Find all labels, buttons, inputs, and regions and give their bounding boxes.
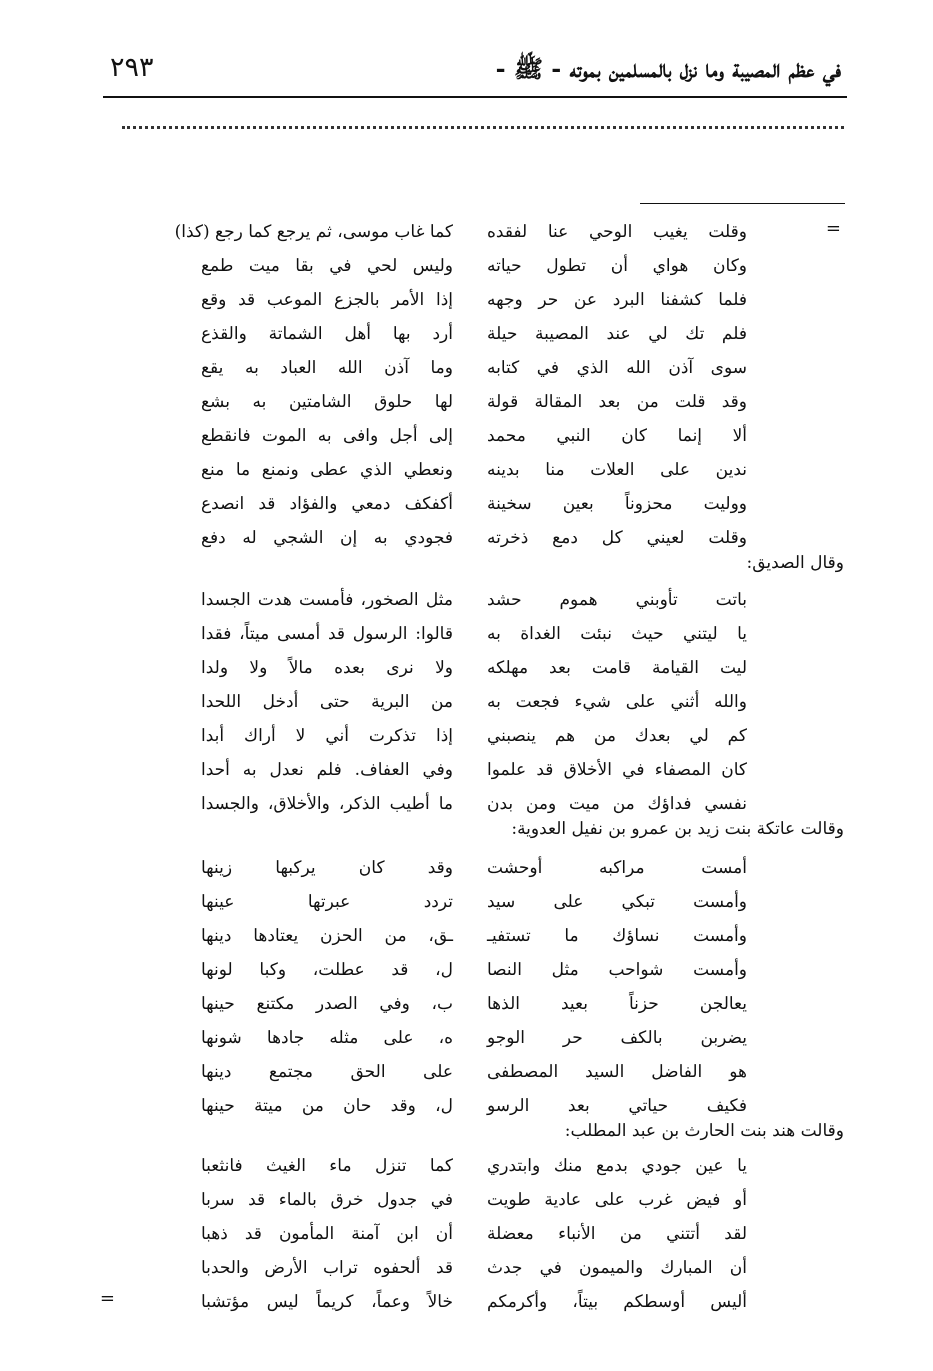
verse-first-hemistich: يا عين جودي بدمع منك وابتدري: [487, 1156, 747, 1176]
verse-second-hemistich: إلى أجل وافى به الموت فانقطع: [201, 426, 453, 446]
verse-second-hemistich: ب، وفي الصدر مكتنع حينها: [201, 994, 453, 1014]
verse-first-hemistich: ليت القيامة قامت بعد مهلكه: [487, 658, 747, 678]
verse-first-hemistich: هو الفاضل السيد المصطفى: [487, 1062, 747, 1082]
running-head: في عظم المصيبة وما نزل بالمسلمين بموته - ﷺ -: [495, 54, 841, 83]
verse-first-hemistich: باتت تأوبني هموم حشد: [487, 590, 747, 610]
verse-second-hemistich: ما أطيب الذكر، والأخلاق، والجسدا: [201, 794, 453, 814]
verse-second-hemistich: وفي العفاف. فلم نعدل به أحدا: [201, 760, 453, 780]
verse-first-hemistich: أو فيض غرب على عادية طويت: [487, 1190, 747, 1210]
page-number: ٢٩٣: [110, 52, 154, 83]
verse-second-hemistich: قالوا: الرسول قد أمسى ميتاً، فقدا: [201, 624, 453, 644]
verse-first-hemistich: وأمست نساؤك ما تستفيـ: [487, 926, 747, 946]
verse-second-hemistich: لها حلوق الشامتين به بشع: [201, 392, 453, 412]
verse-second-hemistich: ولا نرى بعده مالاً ولا ولدا: [201, 658, 453, 678]
verse-second-hemistich: ل، قد عطلت، وكبا لونها: [201, 960, 453, 980]
verse-first-hemistich: ووليت محزوناً بعين سخينة: [487, 494, 747, 514]
verse-second-hemistich: وما آذن الله العباد به يقع: [201, 358, 453, 378]
verse-first-hemistich: وقد قلت من بعد المقالة قولة: [487, 392, 747, 412]
poem-intro: وقالت هند بنت الحارث بن عبد المطلب:: [564, 1121, 844, 1141]
verse-second-hemistich: كما تنزل ماء الغيث فانثعبا: [201, 1156, 453, 1176]
short-rule: [640, 203, 845, 204]
verse-first-hemistich: وقلت يغيب الوحي عنا لفقده: [487, 222, 747, 242]
verse-first-hemistich: وأمست شواحب مثل النصا: [487, 960, 747, 980]
verse-first-hemistich: يا ليتني حيث نبئت الغداة به: [487, 624, 747, 644]
verse-second-hemistich: في جدول خرق بالماء قد سربا: [201, 1190, 453, 1210]
verse-second-hemistich: أن ابن آمنة المأمون قد ذهبا: [201, 1224, 453, 1244]
verse-first-hemistich: يعالجن حزناً بعيد الذها: [487, 994, 747, 1014]
verse-second-hemistich: من البرية حتى أدخل اللحدا: [201, 692, 453, 712]
verse-second-hemistich: ه، على مثله جادها شونها: [201, 1028, 453, 1048]
verse-first-hemistich: والله أثني على شيء فجعت به: [487, 692, 747, 712]
top-equals-mark: =: [825, 218, 841, 239]
verse-second-hemistich: ـق، من الحزن يعتادها دينها: [201, 926, 453, 946]
verse-first-hemistich: ندين على العلات منا بدينه: [487, 460, 747, 480]
verse-first-hemistich: كان المصفاء في الأخلاق قد علموا: [487, 760, 747, 780]
verse-first-hemistich: فلم تك لي عند المصيبة حيلة: [487, 324, 747, 344]
verse-second-hemistich: أكفكف دمعي والفؤاد قد انصدع: [201, 494, 453, 514]
verse-first-hemistich: وكان هواي أن تطول حياته: [487, 256, 747, 276]
dotted-separator: [122, 126, 844, 129]
verse-first-hemistich: أليس أوسطكم بيتاً، وأكرمكم: [487, 1292, 747, 1312]
verse-second-hemistich: ل، وقد حان من ميتة حينها: [201, 1096, 453, 1116]
verse-second-hemistich: وليس لحي في بقا ميت طمع: [201, 256, 453, 276]
verse-first-hemistich: ألا إنما كان النبي محمد: [487, 426, 747, 446]
verse-first-hemistich: أن المبارك والميمون في جدث: [487, 1258, 747, 1278]
verse-first-hemistich: فكيف حياتي بعد الرسو: [487, 1096, 747, 1116]
verse-first-hemistich: فلما كشفنا البرد عن حر وجهه: [487, 290, 747, 310]
verse-second-hemistich: أرد بها أهل الشماتة والقذع: [201, 324, 453, 344]
verse-first-hemistich: يضربن بالكف حر الوجو: [487, 1028, 747, 1048]
header-rule: [103, 96, 847, 98]
verse-second-hemistich: إذا الأمر بالجزع الموعب قد وقع: [201, 290, 453, 310]
verse-second-hemistich: إذا تذكرت أني لا أراك أبدا: [201, 726, 453, 746]
verse-first-hemistich: وقلت لعيني كل دمع ذخرته: [487, 528, 747, 548]
verse-first-hemistich: لقد أتتني من الأنباء معضلة: [487, 1224, 747, 1244]
verse-second-hemistich: فجودي به إن الشجي له دفع: [201, 528, 453, 548]
verse-second-hemistich: كما غاب موسى، ثم يرجع كما رجع (كذا): [174, 222, 453, 242]
bottom-equals-mark: =: [99, 1288, 115, 1309]
verse-second-hemistich: مثل الصخور، فأمست هدت الجسدا: [201, 590, 453, 610]
verse-first-hemistich: كم لي بعدك من هم ينصبني: [487, 726, 747, 746]
verse-first-hemistich: سوى آذن الله الذي في كتابه: [487, 358, 747, 378]
verse-second-hemistich: على الحق مجتمع دينها: [201, 1062, 453, 1082]
poem-intro: وقالت عاتكة بنت زيد بن عمرو بن نفيل العدوية:: [511, 819, 844, 839]
verse-second-hemistich: قد ألحفوه تراب الأرض والحدبا: [201, 1258, 453, 1278]
verse-first-hemistich: وأمست تبكي على سيد: [487, 892, 747, 912]
verse-second-hemistich: ونعطي الذي عطى ونمنع ما منع: [201, 460, 453, 480]
verse-second-hemistich: تردد عبرتها عينها: [201, 892, 453, 912]
verse-first-hemistich: أمست مراكبه أوحشت: [487, 858, 747, 878]
poem-intro: وقال الصديق:: [746, 553, 844, 573]
verse-first-hemistich: نفسي فداؤك من ميت ومن بدن: [487, 794, 747, 814]
verse-second-hemistich: وقد كان يركبها زينها: [201, 858, 453, 878]
verse-second-hemistich: خالاً وعماً، كريماً ليس مؤتشبا: [201, 1292, 453, 1312]
